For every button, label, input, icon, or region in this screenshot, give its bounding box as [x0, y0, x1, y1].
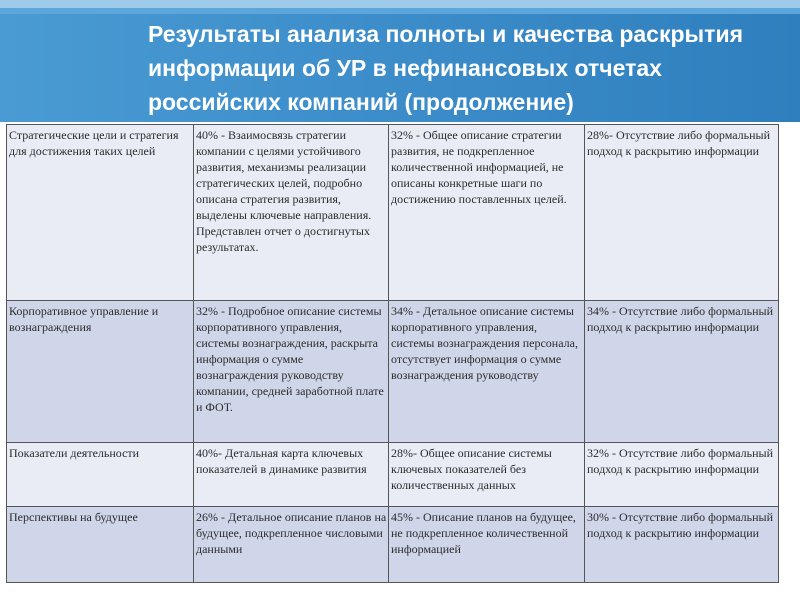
- table-row: [7, 443, 779, 507]
- formal-disclosure-cell: 30% - Отсутствие либо формальный подход к раскрытию информации: [585, 507, 779, 583]
- banner-second-strip: [0, 8, 800, 14]
- high-disclosure-cell: 32% - Подробное описание системы корпоративного управления, системы вознаграждения, раскрыта информация о сумме вознаграждения руководству компании, средней заработной плате и ФОТ.: [194, 301, 389, 443]
- row-category-cell: Корпоративное управление и вознаграждения: [7, 301, 194, 443]
- row-category-cell: Перспективы на будущее: [7, 507, 194, 583]
- formal-disclosure-cell: 28%- Отсутствие либо формальный подход к раскрытию информации: [585, 125, 779, 301]
- general-disclosure-cell: 45% - Описание планов на будущее, не подкрепленное количественной информацией: [389, 507, 585, 583]
- table-row: [7, 507, 779, 583]
- high-disclosure-cell: 40% - Взаимосвязь стратегии компании с целями устойчивого развития, механизмы реализации стратегических целей, подробно описана стратегия развития, выделены ключевые направления. Представлен отчет о достигнутых результатах.: [194, 125, 389, 301]
- high-disclosure-cell: 26% - Детальное описание планов на будущее, подкрепленное числовыми данными: [194, 507, 389, 583]
- slide-title: Результаты анализа полноты и качества раскрытия информации об УР в нефинансовых отчетах российских компаний (продолжение): [148, 21, 744, 115]
- table-row: [7, 301, 779, 443]
- formal-disclosure-cell: 32% - Отсутствие либо формальный подход к раскрытию информации: [585, 443, 779, 507]
- table-row: [7, 125, 779, 301]
- formal-disclosure-cell: 34% - Отсутствие либо формальный подход к раскрытию информации: [585, 301, 779, 443]
- general-disclosure-cell: 34% - Детальное описание системы корпоративного управления, системы вознаграждения персонала, отсутствует информация о сумме вознаграждения руководству: [389, 301, 585, 443]
- general-disclosure-cell: 28%- Общее описание системы ключевых показателей без количественных данных: [389, 443, 585, 507]
- row-category-cell: Показатели деятельности: [7, 443, 194, 507]
- row-category-cell: Стратегические цели и стратегия для достижения таких целей: [7, 125, 194, 301]
- title-banner: [0, 0, 800, 122]
- high-disclosure-cell: 40%- Детальная карта ключевых показателей в динамике развития: [194, 443, 389, 507]
- results-table: [6, 124, 779, 583]
- banner-top-strip: [0, 0, 800, 8]
- general-disclosure-cell: 32% - Общее описание стратегии развития, не подкрепленное количественной информацией, не описаны конкретные шаги по достижению поставленных целей.: [389, 125, 585, 301]
